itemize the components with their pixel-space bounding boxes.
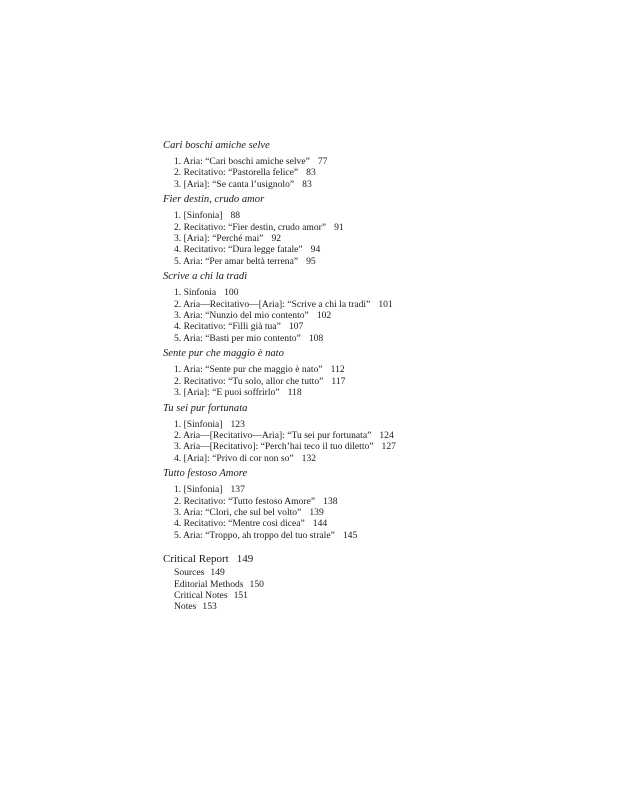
- toc-entry: [174, 419, 603, 430]
- toc-entry: [174, 590, 603, 601]
- toc-entry: [174, 453, 603, 464]
- toc-entry: [174, 496, 603, 507]
- cantata-section: [163, 139, 603, 190]
- entry-label: 1. Sinfonia: [174, 287, 217, 299]
- entry-label: Sources: [174, 567, 205, 579]
- toc-entry: [174, 222, 603, 233]
- movement-list: [174, 364, 603, 398]
- entry-label: 4. [Aria]: “Privo di cor non so”: [174, 452, 294, 464]
- page-number: 137: [230, 484, 245, 496]
- entry-label: 3. [Aria]: “Se canta l’usignolo”: [174, 178, 295, 190]
- page-number: 150: [249, 578, 264, 590]
- cantata-title: Tu sei pur fortunata: [163, 402, 248, 414]
- entry-label: 1. Aria: “Sente pur che maggio è nato”: [174, 364, 323, 376]
- page-number: 95: [306, 255, 316, 267]
- toc-entry: [174, 310, 603, 321]
- cantata-title: Cari boschi amiche selve: [163, 140, 270, 151]
- toc-entry: [174, 210, 603, 221]
- page-number: 149: [210, 567, 225, 579]
- page-number: 139: [309, 506, 324, 518]
- toc-entry: [174, 601, 603, 612]
- toc-entry: [174, 441, 603, 452]
- page-number: 118: [287, 387, 302, 399]
- entry-label: 1. Aria: “Cari boschi amiche selve”: [174, 156, 310, 167]
- cantata-section: [163, 467, 603, 541]
- cantata-title: Sente pur che maggio è nato: [163, 348, 284, 360]
- entry-label: 4. Recitativo: “Mentre così dicea”: [174, 518, 305, 530]
- page-number: 102: [316, 310, 332, 322]
- page-number: 92: [271, 233, 282, 245]
- entry-label: 5. Aria: “Per amar beltà terrena”: [174, 255, 299, 267]
- cantata-title: Scrive a chi la tradì: [163, 271, 248, 283]
- entry-label: Notes: [174, 601, 197, 613]
- entry-label: 3. [Aria]: “E puoi soffrirlo”: [174, 387, 280, 399]
- toc-entry: [174, 233, 603, 244]
- page-number: 101: [378, 298, 393, 310]
- entry-label: 2. Recitativo: “Pastorella felice”: [174, 167, 299, 179]
- toc-entry: [174, 167, 603, 178]
- page-number: 132: [301, 452, 317, 464]
- entry-label: 3. Aria—[Recitativo]: “Perch’hai teco il tuo diletto”: [174, 441, 374, 453]
- toc-entry: [174, 244, 603, 255]
- entry-label: 1. [Sinfonia]: [174, 484, 223, 496]
- cantata-section: [163, 270, 603, 344]
- toc-entry: [174, 333, 603, 344]
- toc-entry: [174, 287, 603, 298]
- entry-label: Editorial Methods: [174, 578, 244, 590]
- page-number: 88: [230, 210, 241, 222]
- toc-entry: [174, 579, 603, 590]
- entry-label: 1. [Sinfonia]: [174, 210, 223, 222]
- critical-report-title: Critical Report: [163, 553, 229, 566]
- entry-label: 2. Recitativo: “Fier destin, crudo amor”: [174, 221, 327, 233]
- page-number: 145: [342, 529, 358, 541]
- toc-entry: [174, 387, 603, 398]
- table-of-contents: [163, 139, 603, 613]
- entry-label: 5. Aria: “Troppo, ah troppo del tuo strale”: [174, 529, 335, 541]
- toc-entry: [174, 156, 603, 167]
- entry-label: 2. Aria—Recitativo—[Aria]: “Scrive a chi la tradì”: [174, 298, 371, 310]
- critical-report-list: [174, 567, 603, 613]
- entry-label: 2. Recitativo: “Tu solo, allor che tutto”: [174, 375, 324, 387]
- movement-list: [174, 156, 603, 190]
- entry-label: Critical Notes: [174, 589, 228, 601]
- entry-label: 2. Aria—[Recitativo—Aria]: “Tu sei pur fortunata”: [174, 429, 372, 441]
- toc-entry: [174, 179, 603, 190]
- toc-entry: [174, 484, 603, 495]
- entry-label: 2. Recitativo: “Tutto festoso Amore”: [174, 495, 316, 507]
- page-number: 108: [308, 332, 324, 344]
- entry-label: 3. [Aria]: “Perché mai”: [174, 233, 264, 245]
- page-number: 117: [331, 375, 346, 387]
- page-number: 94: [310, 244, 321, 256]
- toc-entry: [174, 299, 603, 310]
- toc-entry: [174, 567, 603, 578]
- entry-label: 4. Recitativo: “Filli già tua”: [174, 321, 281, 333]
- toc-entry: [174, 376, 603, 387]
- page-number: 138: [323, 495, 338, 507]
- entry-label: 3. Aria: “Clori, che sul bel volto”: [174, 506, 302, 518]
- cantata-title: Tutto festoso Amore: [163, 468, 248, 480]
- toc-entry: [174, 256, 603, 267]
- toc-entry: [174, 518, 603, 529]
- page-number: 83: [306, 167, 316, 179]
- page-number: 144: [312, 518, 328, 530]
- toc-entry: [174, 507, 603, 518]
- page-number: 77: [317, 156, 328, 167]
- critical-report-section: [163, 553, 603, 613]
- cantata-section: [163, 402, 603, 465]
- movement-list: [174, 287, 603, 344]
- entry-label: 3. Aria: “Nunzio del mio contento”: [174, 310, 309, 322]
- page-number: 149: [236, 553, 254, 566]
- page-number: 112: [330, 364, 345, 376]
- entry-label: 1. [Sinfonia]: [174, 418, 223, 430]
- page-number: 124: [379, 429, 394, 441]
- page-number: 107: [288, 321, 304, 333]
- page-number: 91: [334, 221, 344, 233]
- toc-entry: [174, 530, 603, 541]
- toc-entry: [174, 430, 603, 441]
- movement-list: [174, 419, 603, 465]
- page-number: 83: [302, 178, 312, 190]
- page-number: 153: [202, 601, 217, 613]
- page-number: 151: [233, 589, 248, 601]
- cantata-section: [163, 347, 603, 398]
- cantata-title: Fier destin, crudo amor: [163, 194, 265, 206]
- page-number: 100: [224, 287, 239, 299]
- cantata-section: [163, 193, 603, 267]
- critical-report-heading: [163, 553, 603, 566]
- entry-label: 5. Aria: “Basti per mio contento”: [174, 332, 301, 344]
- page-number: 123: [230, 418, 245, 430]
- toc-entry: [174, 321, 603, 332]
- movement-list: [174, 210, 603, 267]
- entry-label: 4. Recitativo: “Dura legge fatale”: [174, 244, 303, 256]
- page-number: 127: [381, 441, 396, 453]
- movement-list: [174, 484, 603, 541]
- toc-entry: [174, 364, 603, 375]
